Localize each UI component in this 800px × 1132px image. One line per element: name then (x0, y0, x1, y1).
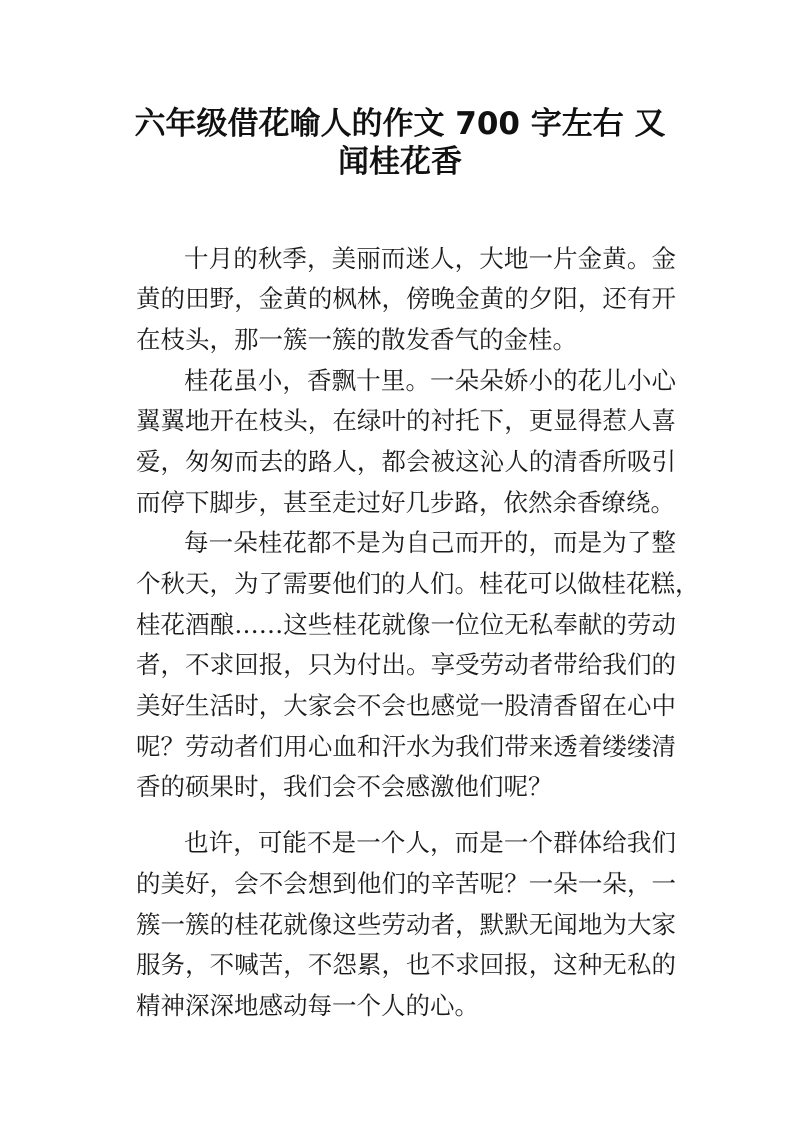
paragraph-line: 美好生活时，大家会不会也感觉一股清香留在心中 (136, 691, 676, 720)
paragraph-line: 香的硕果时，我们会不会感激他们呢？ (136, 772, 553, 801)
paragraph-line: 精神深深地感动每一个人的心。 (136, 991, 479, 1020)
paragraph-line: 而停下脚步，甚至走过好几步路，依然余香缭绕。 (136, 488, 675, 517)
paragraph-line: 服务，不喊苦，不怨累，也不求回报，这种无私的 (136, 950, 676, 979)
paragraph-line: 呢？劳动者们用心血和汗水为我们带来透着缕缕清 (136, 732, 676, 761)
paragraph-line: 桂花酒酿……这些桂花就像一位位无私奉献的劳动 (136, 610, 676, 639)
paragraph-line: 簇一簇的桂花就像这些劳动者，默默无闻地为大家 (136, 910, 676, 939)
page-title-line-1: 六年级借花喻人的作文 700 字左右 又 (134, 106, 666, 142)
paragraph-line: 桂花虽小，香飘十里。一朵朵娇小的花儿小心 (184, 366, 676, 395)
paragraph-line: 者，不求回报，只为付出。享受劳动者带给我们的 (136, 650, 676, 679)
paragraph-line: 爱，匆匆而去的路人，都会被这沁人的清香所吸引 (136, 447, 676, 476)
paragraph-line: 每一朵桂花都不是为自己而开的，而是为了整 (184, 528, 676, 557)
paragraph-line: 的美好，会不会想到他们的辛苦呢？一朵一朵，一 (136, 869, 676, 898)
paragraph-line: 十月的秋季，美丽而迷人，大地一片金黄。金 (184, 244, 676, 273)
paragraph-line: 个秋天，为了需要他们的人们。桂花可以做桂花糕， (136, 569, 700, 598)
page-title-line-2: 闻桂花香 (338, 144, 462, 180)
paragraph-line: 黄的田野，金黄的枫林，傍晚金黄的夕阳，还有开 (136, 284, 676, 313)
paragraph-line: 也许，可能不是一个人，而是一个群体给我们 (184, 828, 676, 857)
paragraph-line: 翼翼地开在枝头，在绿叶的衬托下，更显得惹人喜 (136, 406, 676, 435)
paragraph-line: 在枝头，那一簇一簇的散发香气的金桂。 (136, 325, 577, 354)
